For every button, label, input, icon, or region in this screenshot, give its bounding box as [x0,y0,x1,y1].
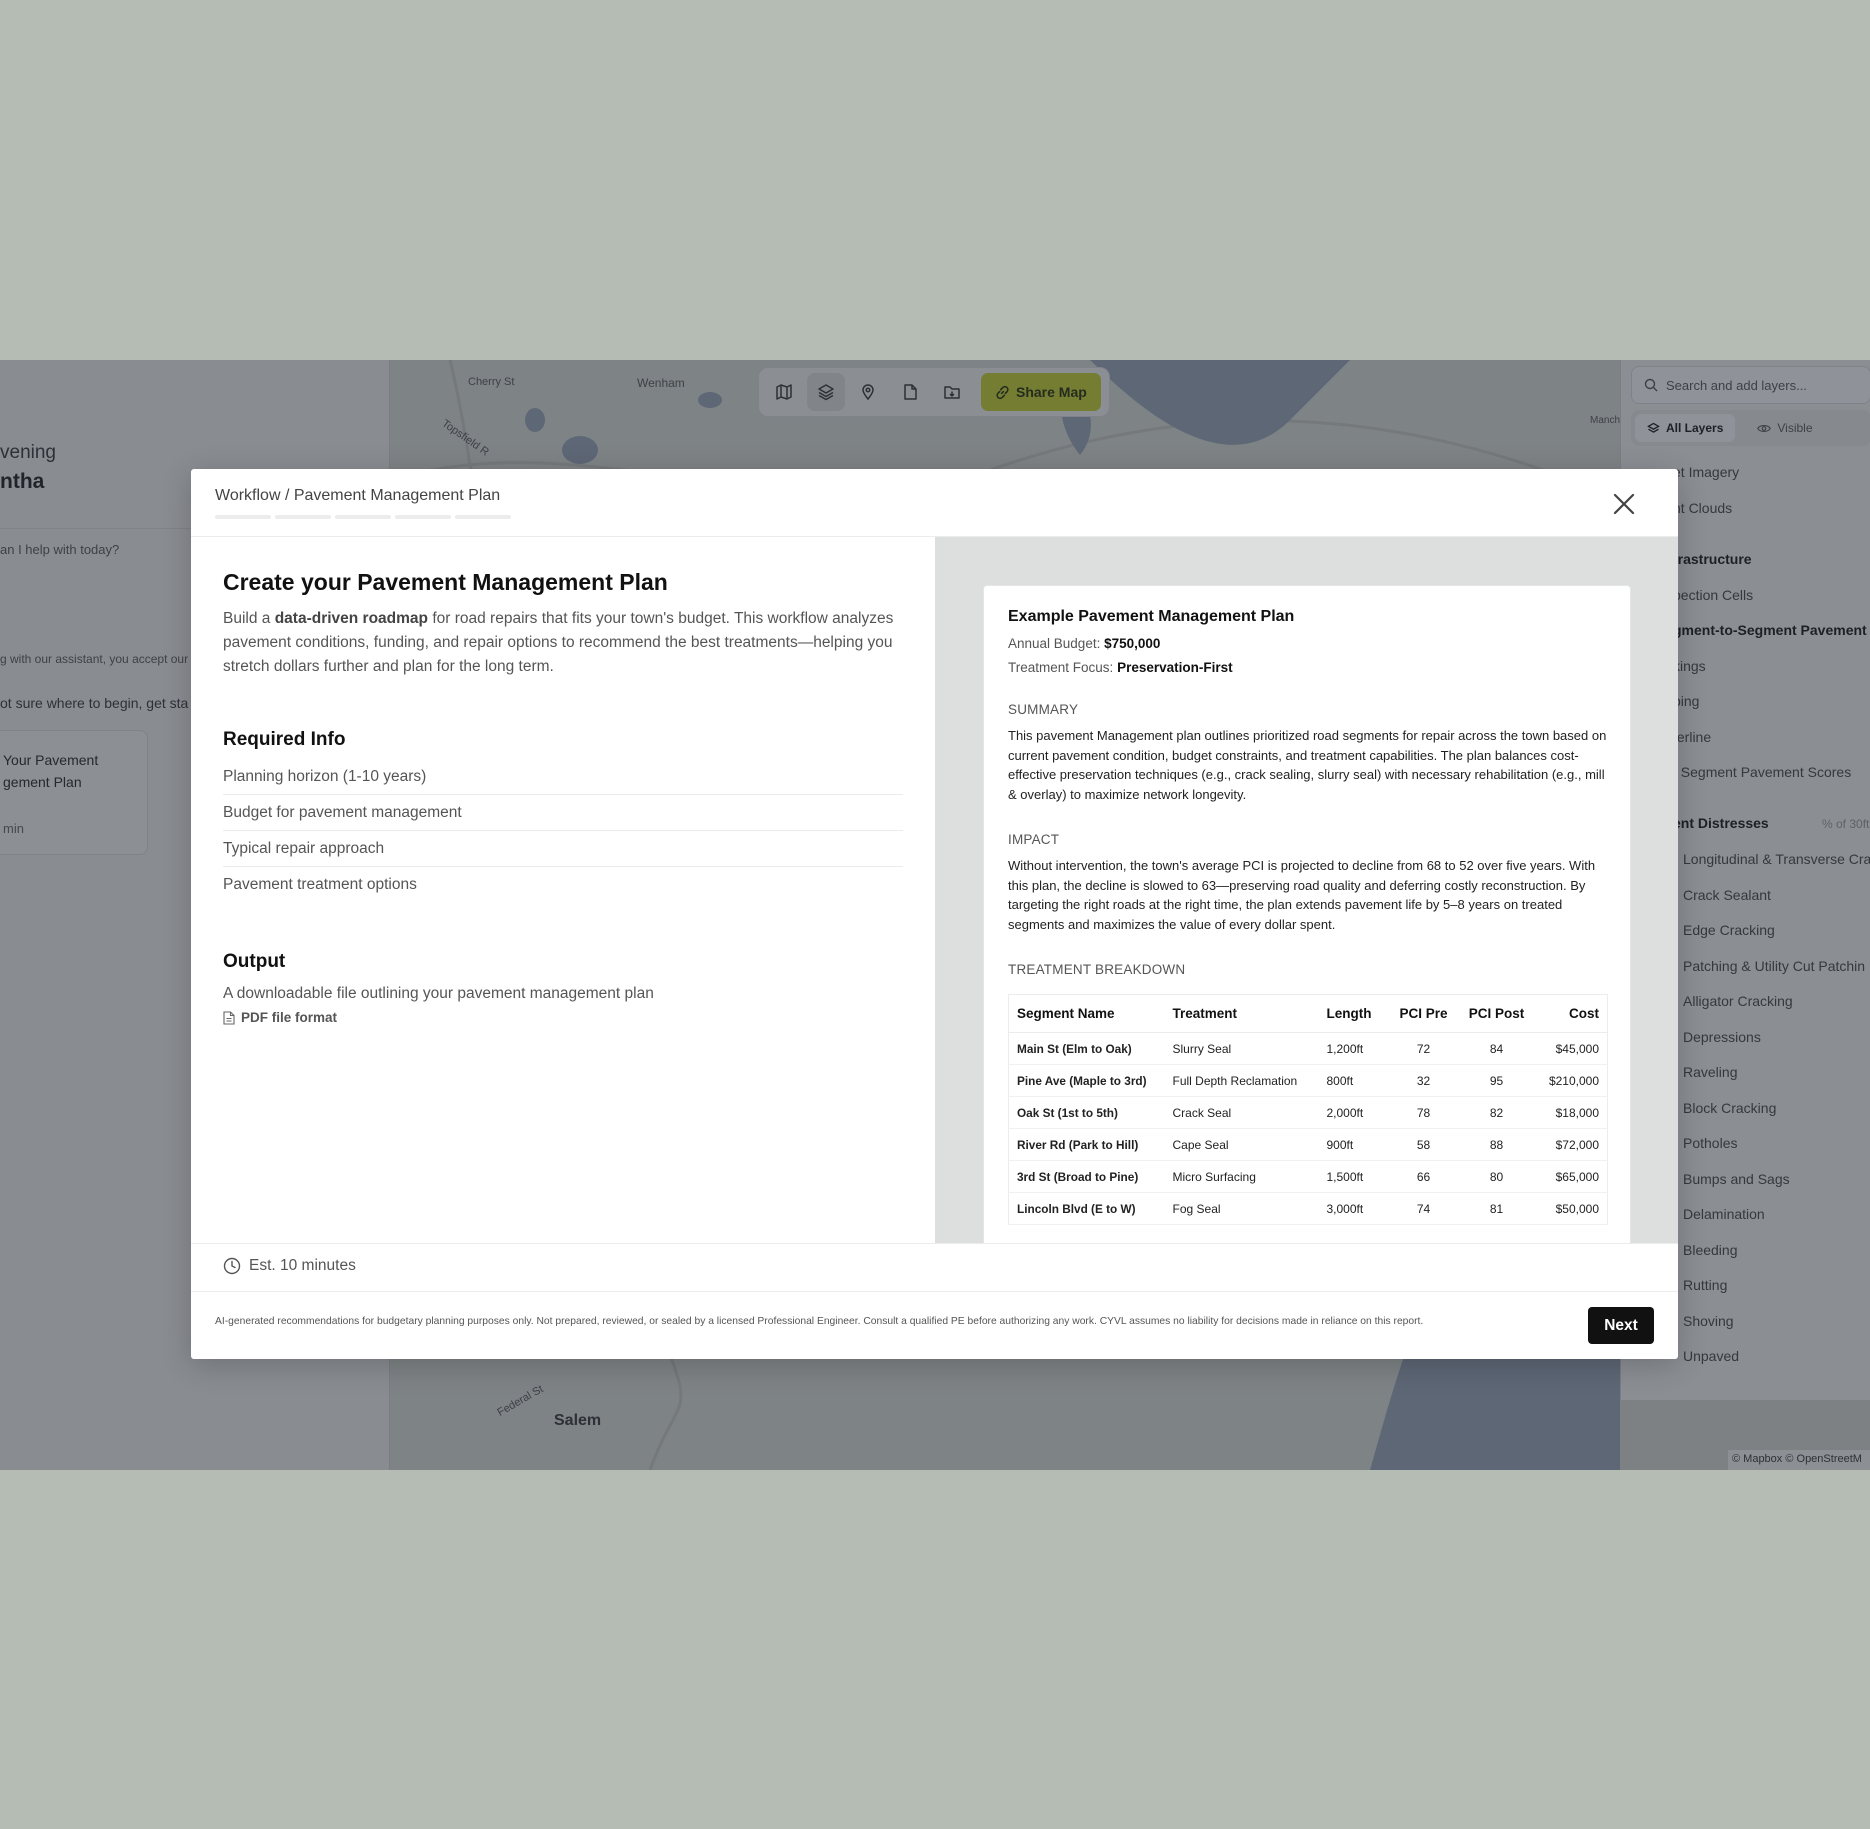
workflow-modal [191,469,1678,1359]
required-info-item: Budget for pavement management [223,795,903,831]
example-document [983,585,1631,1243]
cost-cell: $65,000 [1535,1161,1608,1193]
length-cell: 800ft [1319,1065,1389,1097]
table-header-row [1009,995,1608,1033]
treatment-cell: Crack Seal [1165,1097,1319,1129]
close-button[interactable] [1607,487,1641,521]
treatment-cell: Full Depth Reclamation [1165,1065,1319,1097]
column-header: Cost [1535,995,1608,1033]
disclaimer-text: AI-generated recommendations for budgetary planning purposes only. Not prepared, reviewed, or sealed by a licensed Professional Engineer. Consult a qualified PE before authorizing any work. CYVL assumes no liability for decisions made in reliance on this report. [215,1316,1424,1327]
treatment-cell: Slurry Seal [1165,1033,1319,1065]
pci-post-cell: 82 [1459,1097,1535,1129]
pci-pre-cell: 66 [1389,1161,1459,1193]
pci-post-cell: 84 [1459,1033,1535,1065]
table-row [1009,1193,1608,1225]
modal-header [191,469,1678,537]
segment-cell: Main St (Elm to Oak) [1009,1033,1165,1065]
time-estimate-label: Est. 10 minutes [249,1257,356,1274]
required-info-item: Pavement treatment options [223,876,417,893]
pci-pre-cell: 58 [1389,1129,1459,1161]
required-info-item: Planning horizon (1-10 years) [223,759,903,795]
close-icon [1613,493,1635,515]
annual-budget: Annual Budget: $750,000 [1008,636,1161,651]
segment-cell: Lincoln Blvd (E to W) [1009,1193,1165,1225]
required-info-heading: Required Info [223,729,346,750]
workflow-description: Build a data-driven roadmap for road repairs that fits your town's budget. This workflow analyzes pavement conditions, funding, and repair options to recommend the best treatments—helping you stretch dollars further and plan for the long term. [223,610,894,675]
step-indicator [275,515,331,519]
segment-cell: Pine Ave (Maple to 3rd) [1009,1065,1165,1097]
step-progress [215,515,511,519]
example-preview-pane[interactable] [935,537,1678,1243]
cost-cell: $18,000 [1535,1097,1608,1129]
required-info-item: Typical repair approach [223,831,903,867]
table-row [1009,1065,1608,1097]
pci-pre-cell: 72 [1389,1033,1459,1065]
table-row [1009,1161,1608,1193]
column-header: PCI Post [1459,995,1535,1033]
modal-footer [191,1292,1678,1359]
column-header: PCI Pre [1389,995,1459,1033]
step-indicator [455,515,511,519]
pci-pre-cell: 32 [1389,1065,1459,1097]
length-cell: 1,500ft [1319,1161,1389,1193]
treatment-cell: Micro Surfacing [1165,1161,1319,1193]
treatment-table [1008,994,1608,1225]
pci-post-cell: 80 [1459,1161,1535,1193]
example-title: Example Pavement Management Plan [1008,608,1295,625]
table-row [1009,1033,1608,1065]
cost-cell: $45,000 [1535,1033,1608,1065]
required-info-list [223,759,903,903]
summary-heading: SUMMARY [1008,702,1079,717]
length-cell: 900ft [1319,1129,1389,1161]
length-cell: 1,200ft [1319,1033,1389,1065]
pci-pre-cell: 78 [1389,1097,1459,1129]
segment-cell: 3rd St (Broad to Pine) [1009,1161,1165,1193]
pci-pre-cell: 74 [1389,1193,1459,1225]
time-estimate [223,1257,356,1275]
estimate-bar [191,1243,1678,1292]
output-description: A downloadable file outlining your pavement management plan [223,985,654,1002]
next-button[interactable]: Next [1588,1307,1654,1344]
treatment-focus: Treatment Focus: Preservation-First [1008,660,1233,675]
cost-cell: $72,000 [1535,1129,1608,1161]
file-icon [223,1011,235,1025]
output-format-label: PDF file format [241,1010,338,1025]
workflow-info [191,537,935,1243]
breadcrumb: Workflow / Pavement Management Plan [215,487,501,504]
pci-post-cell: 95 [1459,1065,1535,1097]
output-heading: Output [223,951,286,972]
pci-post-cell: 88 [1459,1129,1535,1161]
impact-text: Without intervention, the town's average PCI is projected to decline from 68 to 52 over five years. With this plan, the decline is slowed to 63—preserving road quality and deferring costly reconstruction. By targeting the right roads at the right time, the plan extends pavement life by 5–8 years on treated segments and maximizes the value of every dollar spent. [1008,858,1596,932]
column-header: Length [1319,995,1389,1033]
column-header: Treatment [1165,995,1319,1033]
length-cell: 3,000ft [1319,1193,1389,1225]
cost-cell: $210,000 [1535,1065,1608,1097]
step-indicator [215,515,271,519]
table-row [1009,1097,1608,1129]
segment-cell: River Rd (Park to Hill) [1009,1129,1165,1161]
length-cell: 2,000ft [1319,1097,1389,1129]
segment-cell: Oak St (1st to 5th) [1009,1097,1165,1129]
summary-text: This pavement Management plan outlines prioritized road segments for repair across the town based on current pavement condition, budget constraints, and treatment capabilities. The plan balances cost-effective preservation techniques (e.g., crack sealing, slurry seal) with necessary rehabilitation (e.g., mill & overlay) to maximize network longevity. [1008,728,1607,802]
output-format [223,1010,337,1025]
cost-cell: $50,000 [1535,1193,1608,1225]
impact-heading: IMPACT [1008,832,1060,847]
treatment-cell: Fog Seal [1165,1193,1319,1225]
breakdown-heading: TREATMENT BREAKDOWN [1008,962,1186,977]
column-header: Segment Name [1009,995,1165,1033]
table-row [1009,1129,1608,1161]
treatment-cell: Cape Seal [1165,1129,1319,1161]
step-indicator [335,515,391,519]
clock-icon [223,1257,241,1275]
pci-post-cell: 81 [1459,1193,1535,1225]
step-indicator [395,515,451,519]
page-title: Create your Pavement Management Plan [223,569,668,595]
